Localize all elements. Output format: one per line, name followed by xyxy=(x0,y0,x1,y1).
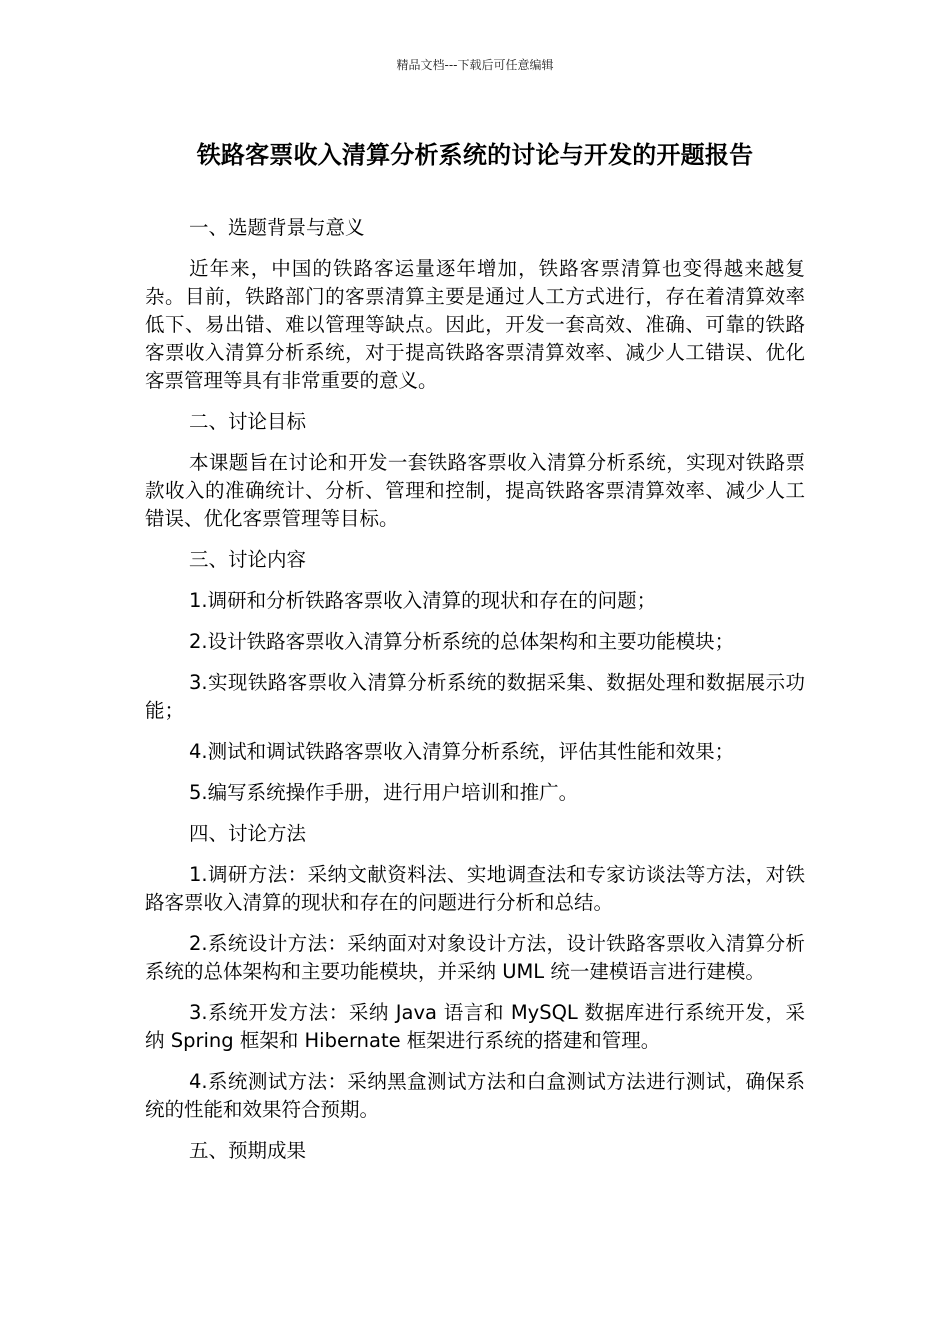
method-item-4: 4.系统测试方法：采纳黑盒测试方法和白盒测试方法进行测试，确保系统的性能和效果符合预期。 xyxy=(145,1070,805,1121)
method-item-3: 3.系统开发方法：采纳 Java 语言和 MySQL 数据库进行系统开发，采纳 Spring 框架和 Hibernate 框架进行系统的搭建和管理。 xyxy=(145,1001,805,1052)
document-body xyxy=(145,214,805,1178)
header-note: 精品文档---下载后可任意编辑 xyxy=(396,58,554,72)
section-heading-method: 四、讨论方法 xyxy=(189,822,307,845)
content-item-3: 3.实现铁路客票收入清算分析系统的数据采集、数据处理和数据展示功能； xyxy=(145,671,805,722)
content-item-2: 2.设计铁路客票收入清算分析系统的总体架构和主要功能模块； xyxy=(189,630,735,653)
paragraph-background: 近年来，中国的铁路客运量逐年增加，铁路客票清算也变得越来越复杂。目前，铁路部门的客票清算主要是通过人工方式进行，存在着清算效率低下、易出错、难以管理等缺点。因此，开发一套高效、准确、可靠的铁路客票收入清算分析系统，对于提高铁路客票清算效率、减少人工错误、优化客票管理等具有非常重要的意义。 xyxy=(145,257,805,392)
method-item-2: 2.系统设计方法：采纳面对对象设计方法，设计铁路客票收入清算分析系统的总体架构和主要功能模块，并采纳 UML 统一建模语言进行建模。 xyxy=(145,932,805,983)
section-heading-content: 三、讨论内容 xyxy=(189,548,307,571)
section-heading-background: 一、选题背景与意义 xyxy=(189,216,365,239)
section-heading-goal: 二、讨论目标 xyxy=(189,410,307,433)
content-item-5: 5.编写系统操作手册，进行用户培训和推广。 xyxy=(189,781,579,804)
content-item-4: 4.测试和调试铁路客票收入清算分析系统，评估其性能和效果； xyxy=(189,740,735,763)
content-item-1: 1.调研和分析铁路客票收入清算的现状和存在的问题； xyxy=(189,589,657,612)
section-heading-outcome: 五、预期成果 xyxy=(189,1139,307,1162)
method-item-1: 1.调研方法：采纳文献资料法、实地调查法和专家访谈法等方法，对铁路客票收入清算的现状和存在的问题进行分析和总结。 xyxy=(145,863,805,914)
paragraph-goal: 本课题旨在讨论和开发一套铁路客票收入清算分析系统，实现对铁路票款收入的准确统计、分析、管理和控制，提高铁路客票清算效率、减少人工错误、优化客票管理等目标。 xyxy=(145,451,805,530)
document-title: 铁路客票收入清算分析系统的讨论与开发的开题报告 xyxy=(196,141,754,169)
